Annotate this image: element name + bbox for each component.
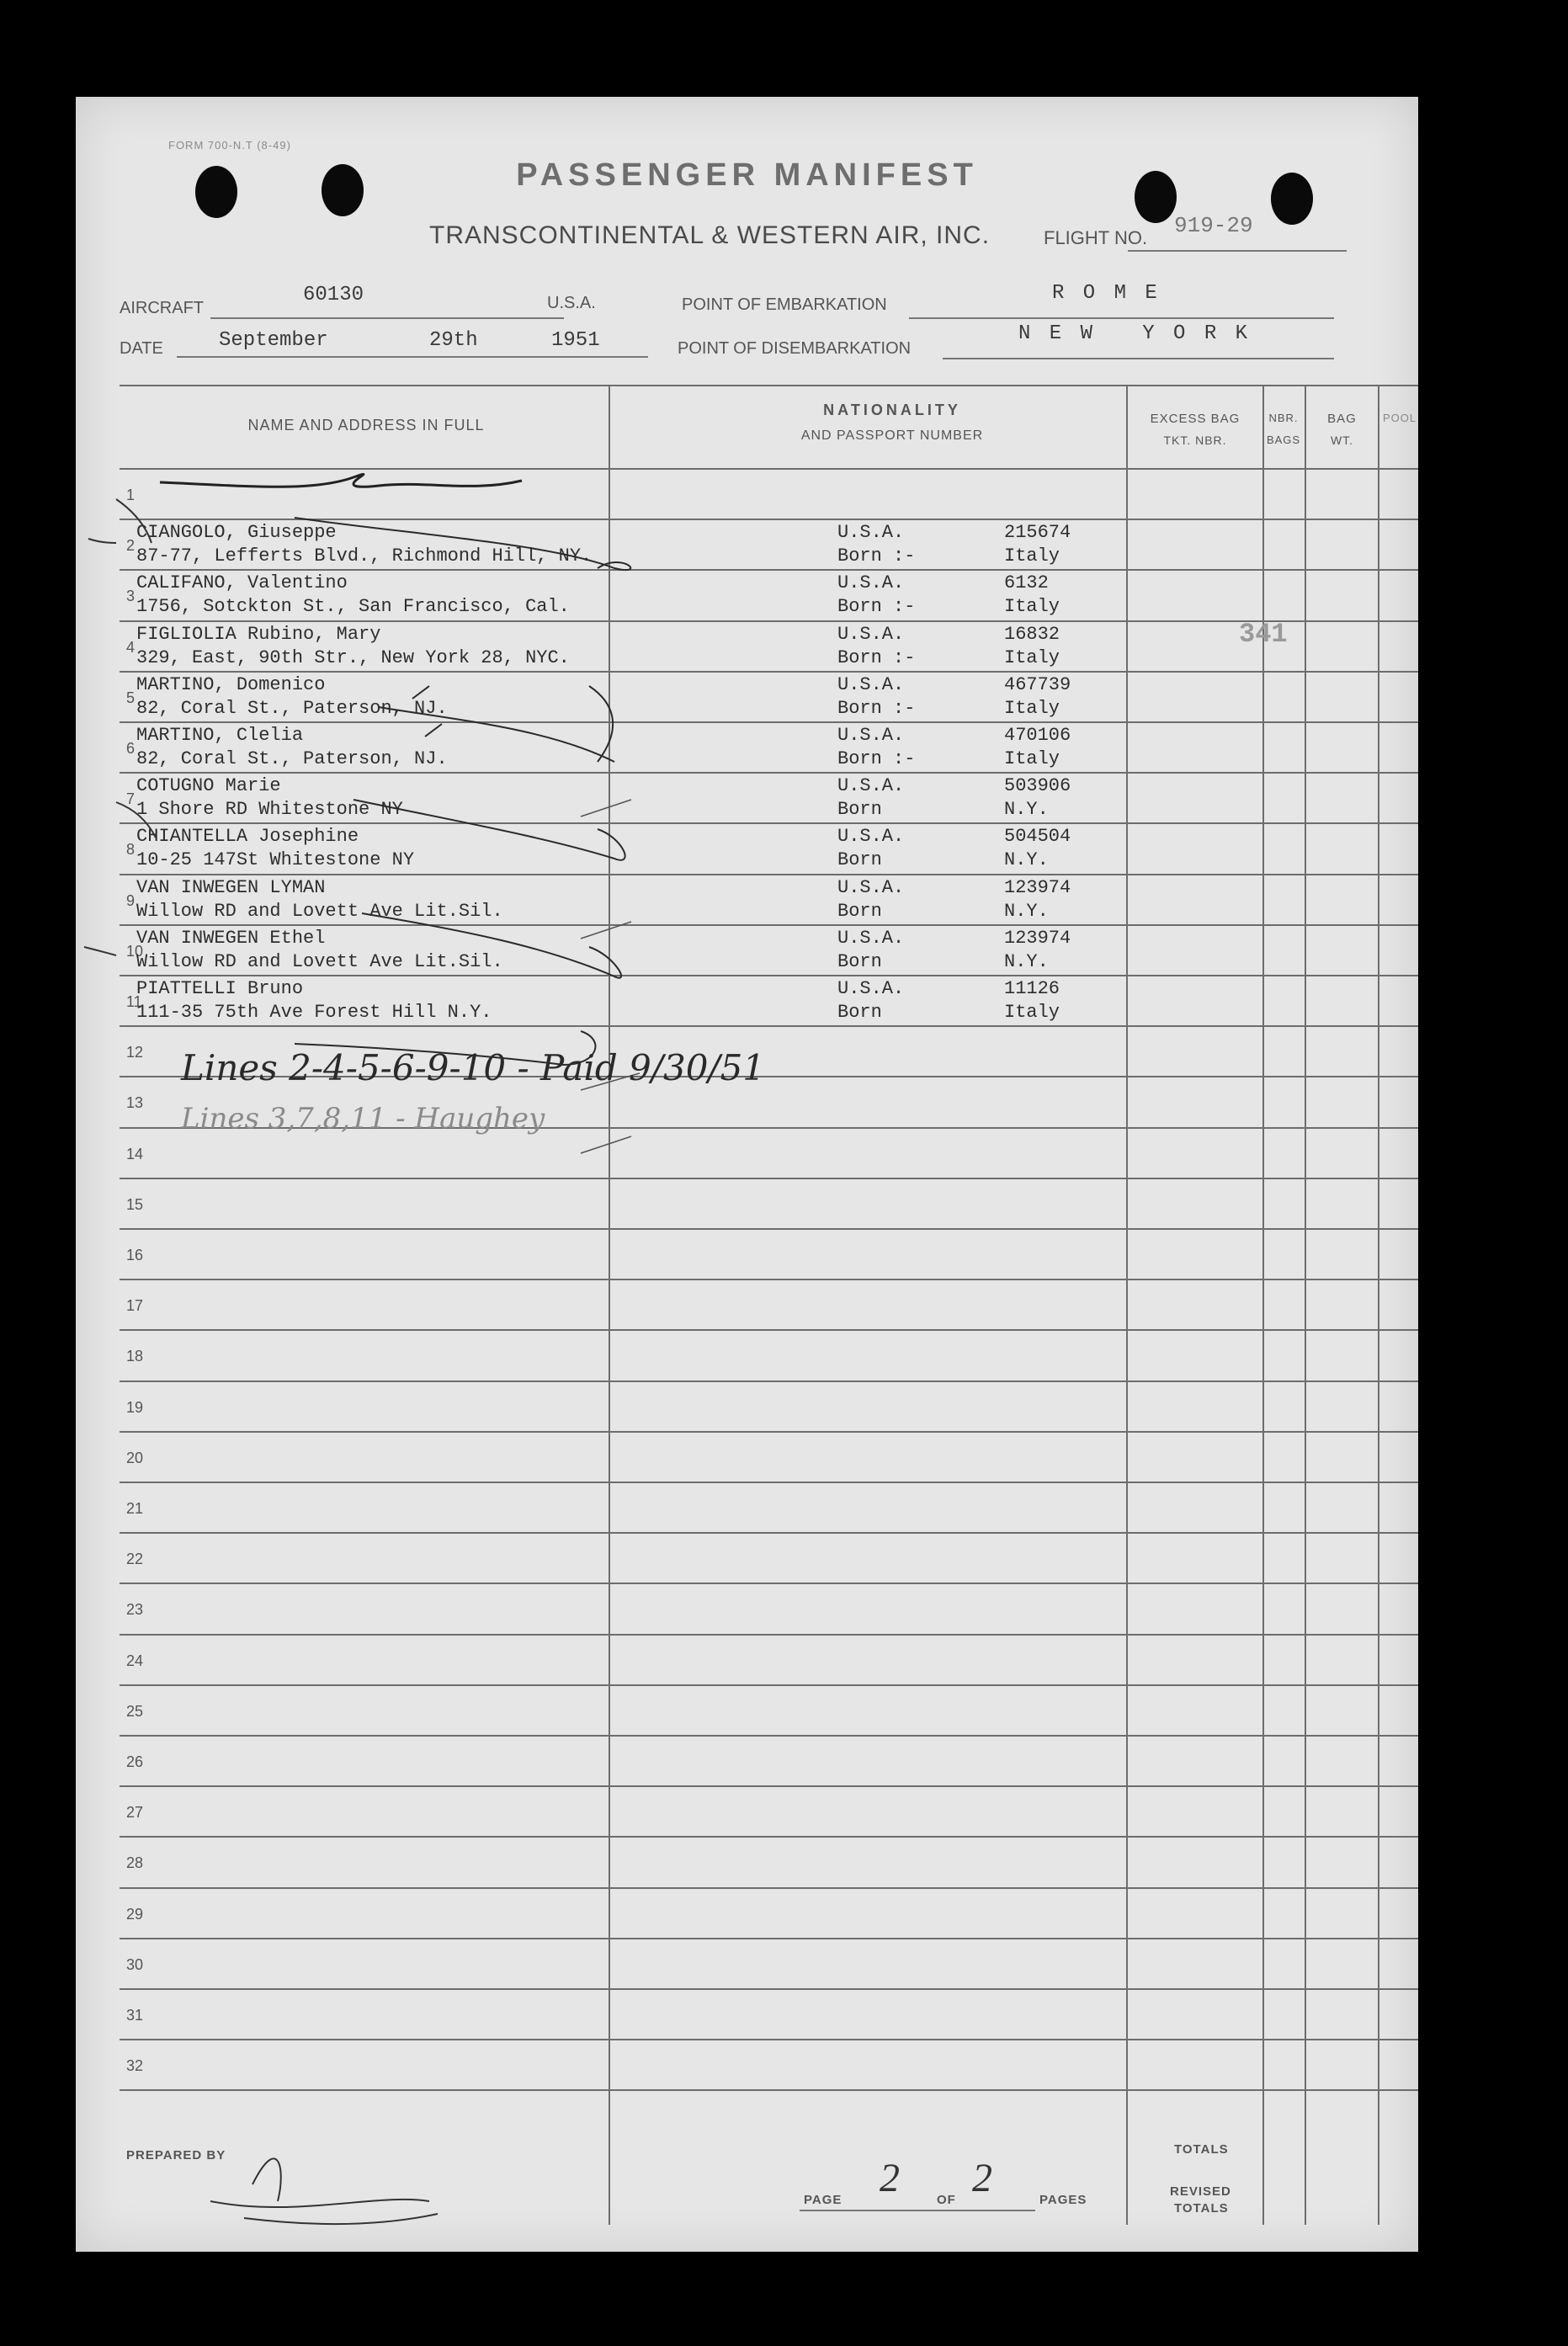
revised-label: REVISED xyxy=(1170,2184,1231,2199)
passenger-address: 82, Coral St., Paterson, NJ. xyxy=(136,697,448,719)
passport-number: 11126 xyxy=(1004,978,1060,999)
passenger-name: COTUGNO Marie xyxy=(136,775,281,797)
col-nationality-header: NATIONALITY xyxy=(823,402,961,418)
passenger-nationality: U.S.A. xyxy=(837,927,905,949)
row-number: 17 xyxy=(126,1297,144,1315)
passenger-address: Willow RD and Lovett Ave Lit.Sil. xyxy=(136,900,503,922)
col-nbr-header: NBR. xyxy=(1268,412,1299,424)
passenger-address: 111-35 75th Ave Forest Hill N.Y. xyxy=(136,1002,492,1023)
row-number: 3 xyxy=(126,588,136,605)
row-number: 24 xyxy=(126,1652,144,1669)
date-year: 1951 xyxy=(551,329,600,352)
row-number: 8 xyxy=(126,841,136,859)
flight-label: FLIGHT NO. xyxy=(1044,227,1148,248)
passenger-born-label: Born xyxy=(837,799,882,821)
check-mark-scribble xyxy=(353,800,625,860)
row-number: 20 xyxy=(126,1449,144,1466)
of-label: OF xyxy=(937,2193,956,2207)
page-number: 2 xyxy=(880,2156,900,2200)
passenger-name: MARTINO, Clelia xyxy=(136,725,304,746)
stroke-mark xyxy=(581,800,640,1153)
country-label: U.S.A. xyxy=(547,294,596,312)
passenger-name: MARTINO, Domenico xyxy=(136,673,326,695)
handwriting-layer xyxy=(76,97,1418,2252)
passenger-birthplace: N.Y. xyxy=(1004,799,1049,821)
date-month: September xyxy=(219,329,328,352)
pages-label: PAGES xyxy=(1039,2193,1087,2207)
passenger-born-label: Born :- xyxy=(837,646,916,668)
passenger-birthplace: Italy xyxy=(1004,1002,1060,1023)
passport-number: 6132 xyxy=(1004,572,1049,594)
passenger-address: 1756, Sotckton St., San Francisco, Cal. xyxy=(136,596,570,618)
passenger-nationality: U.S.A. xyxy=(837,876,905,898)
margin-tick-mark xyxy=(88,539,116,543)
row-number: 2 xyxy=(126,537,136,555)
passenger-name: CIANGOLO, Giuseppe xyxy=(136,522,337,544)
form-code: FORM 700-N.T (8-49) xyxy=(168,139,291,152)
row-number: 26 xyxy=(126,1753,144,1770)
passenger-nationality: U.S.A. xyxy=(837,725,905,746)
stamp-number: 341 xyxy=(1239,619,1288,650)
passenger-address: 87-77, Lefferts Blvd., Richmond Hill, NY. xyxy=(136,545,593,567)
col-passport-header: AND PASSPORT NUMBER xyxy=(800,428,984,443)
check-mark-scribble xyxy=(362,913,621,978)
passport-number: 503906 xyxy=(1004,775,1071,797)
page-label: PAGE xyxy=(804,2193,842,2207)
row-number: 22 xyxy=(126,1551,144,1568)
passenger-address: 82, Coral St., Paterson, NJ. xyxy=(136,748,448,769)
passport-number: 467739 xyxy=(1004,673,1071,695)
passenger-born-label: Born :- xyxy=(837,596,916,618)
col-name-header: NAME AND ADDRESS IN FULL xyxy=(247,417,485,434)
passport-number: 470106 xyxy=(1004,725,1071,746)
row-number: 21 xyxy=(126,1500,144,1517)
passenger-nationality: U.S.A. xyxy=(837,673,905,695)
airline-name: TRANSCONTINENTAL & WESTERN AIR, INC. xyxy=(429,221,991,249)
aircraft-number: 60130 xyxy=(303,284,364,306)
passenger-born-label: Born xyxy=(837,950,882,972)
passenger-born-label: Born :- xyxy=(837,697,916,719)
passenger-name: FIGLIOLIA Rubino, Mary xyxy=(136,623,381,645)
col-wt-header: WT. xyxy=(1330,434,1354,447)
row-number: 4 xyxy=(126,638,136,656)
passenger-nationality: U.S.A. xyxy=(837,978,905,999)
passenger-name: CALIFANO, Valentino xyxy=(136,572,348,594)
initials-scribble xyxy=(412,686,442,737)
row-number: 11 xyxy=(126,993,142,1010)
row-number: 25 xyxy=(126,1702,144,1720)
col-bag-header: BAG xyxy=(1327,412,1357,426)
embark-label: POINT OF EMBARKATION xyxy=(682,295,887,314)
passport-number: 16832 xyxy=(1004,623,1060,645)
passenger-born-label: Born :- xyxy=(837,748,916,769)
passenger-born-label: Born xyxy=(837,900,882,922)
row-number: 6 xyxy=(126,740,136,757)
passenger-nationality: U.S.A. xyxy=(837,522,905,544)
passenger-birthplace: Italy xyxy=(1004,646,1060,668)
passenger-birthplace: Italy xyxy=(1004,697,1060,719)
passenger-nationality: U.S.A. xyxy=(837,826,905,848)
aircraft-label: AIRCRAFT xyxy=(120,299,204,317)
prepared-by-signature xyxy=(210,2158,438,2224)
passenger-birthplace: Italy xyxy=(1004,545,1060,567)
row-number: 1 xyxy=(126,487,136,503)
row-number: 28 xyxy=(126,1854,144,1872)
passport-number: 504504 xyxy=(1004,826,1071,848)
col-pool-header: POOL xyxy=(1382,412,1417,424)
passenger-born-label: Born xyxy=(837,1002,882,1023)
row1-cancel-scribble xyxy=(160,474,522,487)
row-number: 14 xyxy=(126,1145,144,1162)
handwritten-note-row13: Lines 3,7,8,11 - Haughey xyxy=(181,1102,545,1136)
passenger-birthplace: N.Y. xyxy=(1004,900,1049,922)
row-number: 27 xyxy=(126,1804,144,1822)
row-number: 19 xyxy=(126,1398,144,1416)
passenger-nationality: U.S.A. xyxy=(837,572,905,594)
margin-tick-mark xyxy=(116,499,151,543)
row-number: 12 xyxy=(126,1044,144,1061)
row-number: 18 xyxy=(126,1348,144,1365)
passenger-birthplace: Italy xyxy=(1004,748,1060,769)
handwritten-note-row12: Lines 2-4-5-6-9-10 - Paid 9/30/51 xyxy=(181,1047,766,1088)
row-number: 29 xyxy=(126,1905,144,1923)
passenger-name: PIATTELLI Bruno xyxy=(136,978,304,999)
passport-number: 123974 xyxy=(1004,927,1071,949)
passenger-name: VAN INWEGEN Ethel xyxy=(136,927,326,949)
date-label: DATE xyxy=(120,339,163,358)
margin-tick-mark xyxy=(84,947,116,955)
row-number: 16 xyxy=(126,1247,144,1263)
passenger-born-label: Born xyxy=(837,849,882,871)
col-bags-header: BAGS xyxy=(1266,434,1301,446)
row-number: 9 xyxy=(126,891,136,909)
manifest-title: PASSENGER MANIFEST xyxy=(516,157,978,193)
passenger-address: 10-25 147St Whitestone NY xyxy=(136,849,415,871)
passenger-address: 329, East, 90th Str., New York 28, NYC. xyxy=(136,646,570,668)
col-excess-tkt-header: TKT. NBR. xyxy=(1163,434,1227,447)
passenger-nationality: U.S.A. xyxy=(837,623,905,645)
row-number: 32 xyxy=(126,2057,144,2075)
passenger-name: VAN INWEGEN LYMAN xyxy=(136,876,326,898)
check-mark-scribble xyxy=(295,518,630,570)
row-number: 5 xyxy=(126,689,136,706)
row-number: 15 xyxy=(126,1195,144,1213)
margin-tick-mark xyxy=(116,802,156,838)
passenger-birthplace: N.Y. xyxy=(1004,849,1049,871)
passport-number: 215674 xyxy=(1004,522,1071,544)
revised-totals-label: TOTALS xyxy=(1174,2201,1229,2216)
row-number: 7 xyxy=(126,790,136,808)
passenger-born-label: Born :- xyxy=(837,545,916,567)
passport-number: 123974 xyxy=(1004,876,1071,898)
passenger-name: CHIANTELLA Josephine xyxy=(136,826,359,848)
flight-number: 919-29 xyxy=(1174,213,1253,238)
manifest-sheet xyxy=(76,97,1418,2252)
page-total: 2 xyxy=(972,2156,992,2200)
embark-value: R O M E xyxy=(1052,282,1161,305)
row-number: 31 xyxy=(126,2007,144,2024)
row-number: 13 xyxy=(126,1094,144,1112)
prepared-by-label: PREPARED BY xyxy=(126,2148,226,2162)
disembark-value: N E W Y O R K xyxy=(1018,322,1252,345)
col-excess-header: EXCESS BAG xyxy=(1150,412,1241,426)
totals-label: TOTALS xyxy=(1174,2142,1229,2157)
row-number: 23 xyxy=(126,1601,144,1619)
passenger-address: 1 Shore RD Whitestone NY xyxy=(136,799,403,821)
passenger-birthplace: Italy xyxy=(1004,596,1060,618)
row-number: 30 xyxy=(126,1955,144,1973)
passenger-birthplace: N.Y. xyxy=(1004,950,1049,972)
disembark-label: POINT OF DISEMBARKATION xyxy=(678,339,912,358)
row-number: 10 xyxy=(126,942,144,960)
passenger-address: Willow RD and Lovett Ave Lit.Sil. xyxy=(136,950,503,972)
passenger-nationality: U.S.A. xyxy=(837,775,905,797)
date-day: 29th xyxy=(429,329,478,352)
